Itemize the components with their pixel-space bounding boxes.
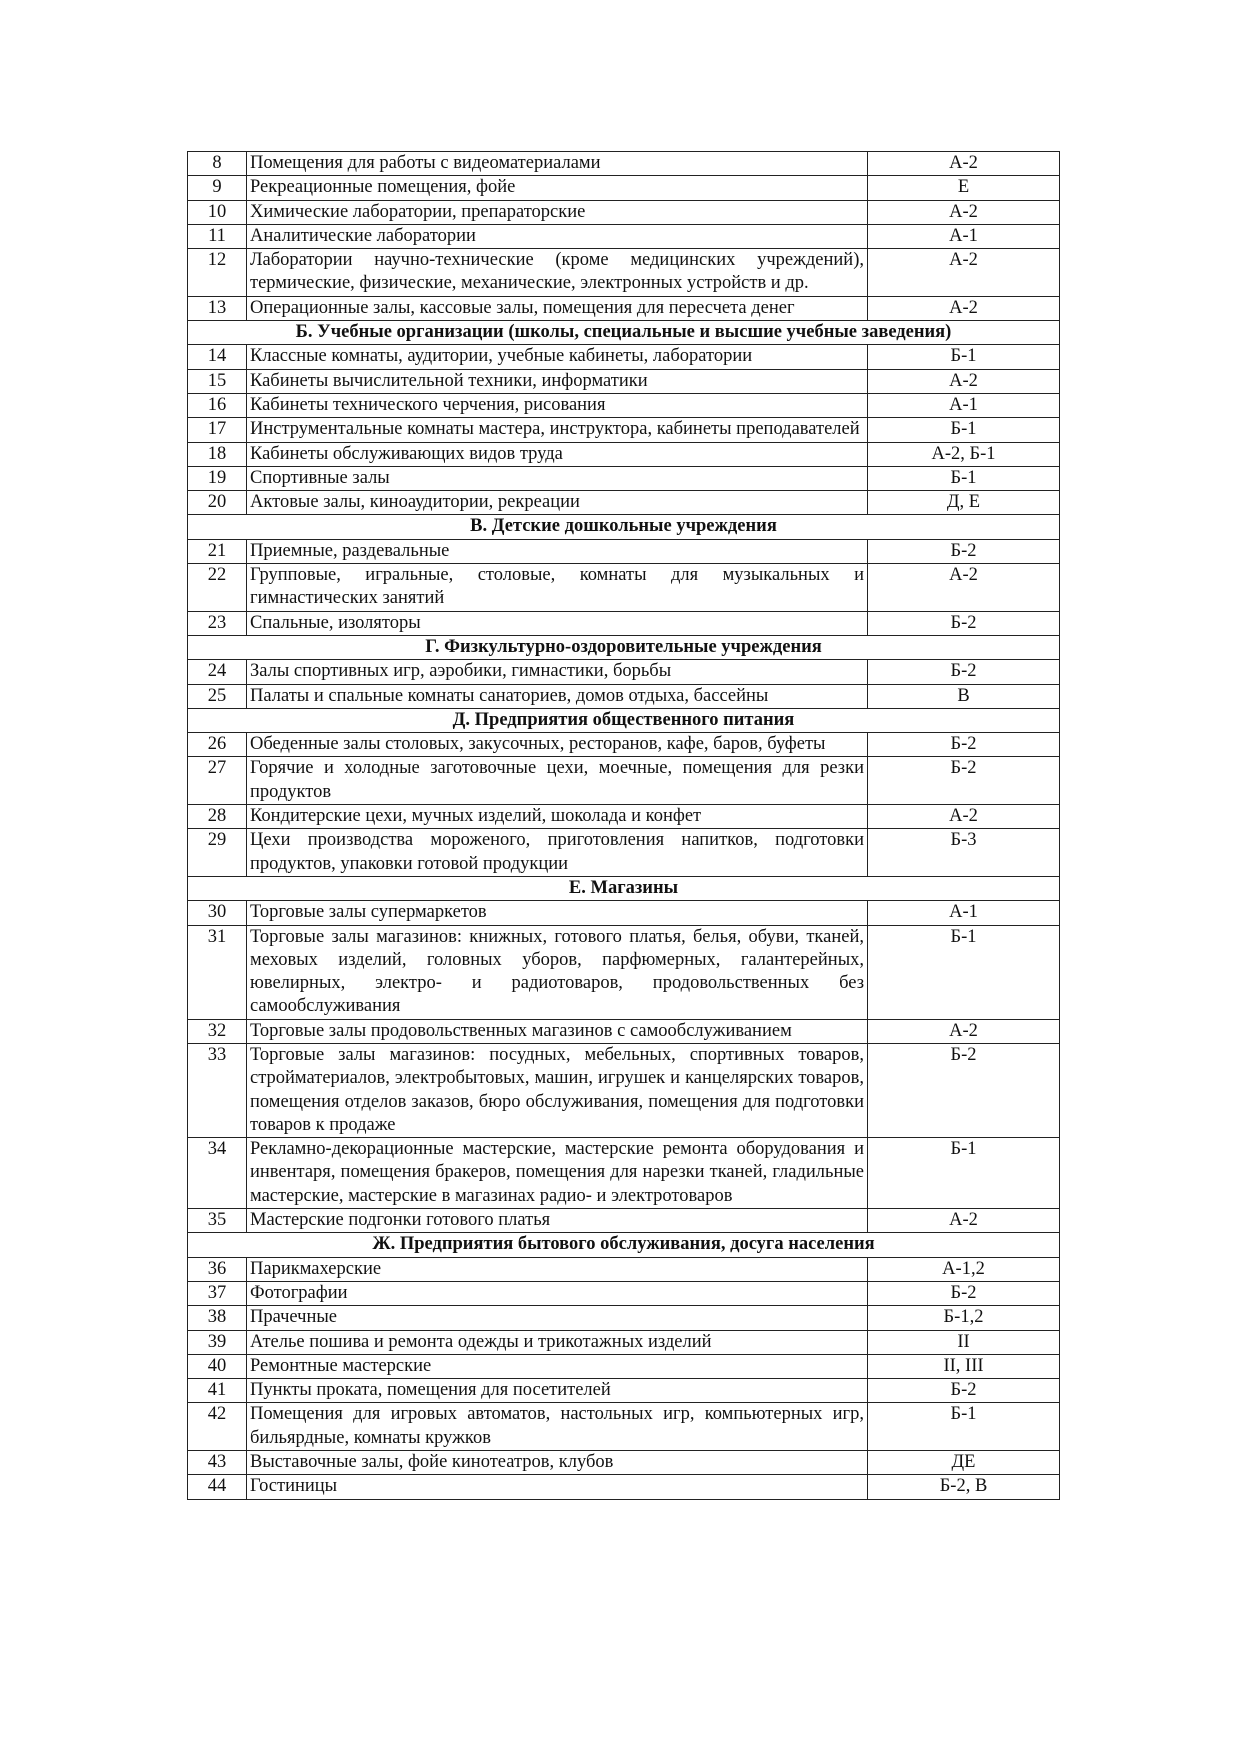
section-title: Ж. Предприятия бытового обслуживания, досуга населения — [188, 1233, 1060, 1257]
category-code: А-2 — [868, 200, 1060, 224]
row-number: 40 — [188, 1354, 247, 1378]
row-number: 22 — [188, 564, 247, 612]
table-row — [188, 757, 1060, 805]
premises-description: Лаборатории научно-технические (кроме медицинских учреждений), термические, физические, механические, электронных устройств и др. — [247, 249, 868, 297]
premises-description: Цехи производства мороженого, приготовления напитков, подготовки продуктов, упаковки готовой продукции — [247, 829, 868, 877]
premises-description: Торговые залы магазинов: посудных, мебельных, спортивных товаров, стройматериалов, электробытовых, машин, игрушек и канцелярских товаров, помещения отделов заказов, бюро обслуживания, помещения для подготовки товаров к продаже — [247, 1043, 868, 1137]
table-row — [188, 418, 1060, 442]
premises-description: Групповые, игральные, столовые, комнаты для музыкальных и гимнастических занятий — [247, 564, 868, 612]
category-code: Б-2 — [868, 733, 1060, 757]
premises-description: Прачечные — [247, 1306, 868, 1330]
section-title: Е. Магазины — [188, 876, 1060, 900]
table-row — [188, 1475, 1060, 1499]
row-number: 33 — [188, 1043, 247, 1137]
premises-description: Залы спортивных игр, аэробики, гимнастики, борьбы — [247, 660, 868, 684]
category-code: А-2 — [868, 1209, 1060, 1233]
table-row — [188, 1043, 1060, 1137]
premises-description: Ателье пошива и ремонта одежды и трикотажных изделий — [247, 1330, 868, 1354]
table-row — [188, 1379, 1060, 1403]
row-number: 36 — [188, 1257, 247, 1281]
row-number: 32 — [188, 1019, 247, 1043]
premises-description: Обеденные залы столовых, закусочных, ресторанов, кафе, баров, буфеты — [247, 733, 868, 757]
premises-description: Рекламно-декорационные мастерские, мастерские ремонта оборудования и инвентаря, помещения бракеров, помещения для нарезки тканей, гладильные мастерские, мастерские в магазинах радио- и электротоваров — [247, 1138, 868, 1209]
section-title: Б. Учебные организации (школы, специальные и высшие учебные заведения) — [188, 321, 1060, 345]
premises-description: Гостиницы — [247, 1475, 868, 1499]
table-row — [188, 660, 1060, 684]
category-code: Б-1 — [868, 345, 1060, 369]
category-code: Б-2 — [868, 539, 1060, 563]
category-code: Б-1 — [868, 418, 1060, 442]
row-number: 24 — [188, 660, 247, 684]
premises-description: Парикмахерские — [247, 1257, 868, 1281]
premises-description: Выставочные залы, фойе кинотеатров, клубов — [247, 1451, 868, 1475]
premises-description: Инструментальные комнаты мастера, инструктора, кабинеты преподавателей — [247, 418, 868, 442]
row-number: 17 — [188, 418, 247, 442]
section-header-row — [188, 708, 1060, 732]
premises-description: Спальные, изоляторы — [247, 611, 868, 635]
row-number: 30 — [188, 901, 247, 925]
category-code: А-1 — [868, 224, 1060, 248]
category-code: Е — [868, 176, 1060, 200]
table-row — [188, 1281, 1060, 1305]
row-number: 16 — [188, 393, 247, 417]
premises-description: Кондитерские цехи, мучных изделий, шоколада и конфет — [247, 805, 868, 829]
row-number: 10 — [188, 200, 247, 224]
premises-description: Палаты и спальные комнаты санаториев, домов отдыха, бассейны — [247, 684, 868, 708]
section-header-row — [188, 1233, 1060, 1257]
table-row — [188, 1257, 1060, 1281]
table-row — [188, 901, 1060, 925]
table-row — [188, 296, 1060, 320]
row-number: 26 — [188, 733, 247, 757]
row-number: 44 — [188, 1475, 247, 1499]
section-title: Г. Физкультурно-оздоровительные учреждения — [188, 635, 1060, 659]
premises-description: Горячие и холодные заготовочные цехи, моечные, помещения для резки продуктов — [247, 757, 868, 805]
section-title: Д. Предприятия общественного питания — [188, 708, 1060, 732]
section-title: В. Детские дошкольные учреждения — [188, 515, 1060, 539]
table-row — [188, 466, 1060, 490]
row-number: 31 — [188, 925, 247, 1019]
section-header-row — [188, 515, 1060, 539]
category-code: В — [868, 684, 1060, 708]
category-code: Б-2, В — [868, 1475, 1060, 1499]
premises-description: Помещения для работы с видеоматериалами — [247, 152, 868, 176]
category-code: II, III — [868, 1354, 1060, 1378]
category-code: Б-2 — [868, 1379, 1060, 1403]
category-code: А-2 — [868, 805, 1060, 829]
row-number: 34 — [188, 1138, 247, 1209]
table-row — [188, 1354, 1060, 1378]
premises-description: Фотографии — [247, 1281, 868, 1305]
table-row — [188, 393, 1060, 417]
category-code: Б-1 — [868, 925, 1060, 1019]
category-code: Б-2 — [868, 757, 1060, 805]
row-number: 13 — [188, 296, 247, 320]
category-code: А-2 — [868, 249, 1060, 297]
category-code: Б-1 — [868, 1138, 1060, 1209]
row-number: 29 — [188, 829, 247, 877]
section-header-row — [188, 635, 1060, 659]
premises-description: Аналитические лаборатории — [247, 224, 868, 248]
section-header-row — [188, 876, 1060, 900]
category-code: А-2 — [868, 1019, 1060, 1043]
table-row — [188, 611, 1060, 635]
category-code: А-1,2 — [868, 1257, 1060, 1281]
table-row — [188, 539, 1060, 563]
table-row — [188, 249, 1060, 297]
table-row — [188, 805, 1060, 829]
category-code: ДЕ — [868, 1451, 1060, 1475]
row-number: 12 — [188, 249, 247, 297]
row-number: 9 — [188, 176, 247, 200]
table-row — [188, 1209, 1060, 1233]
row-number: 21 — [188, 539, 247, 563]
category-code: А-2 — [868, 564, 1060, 612]
table-row — [188, 1451, 1060, 1475]
table-row — [188, 442, 1060, 466]
premises-description: Помещения для игровых автоматов, настольных игр, компьютерных игр, бильярдные, комнаты кружков — [247, 1403, 868, 1451]
row-number: 18 — [188, 442, 247, 466]
category-code: Д, Е — [868, 491, 1060, 515]
premises-description: Классные комнаты, аудитории, учебные кабинеты, лаборатории — [247, 345, 868, 369]
premises-description: Рекреационные помещения, фойе — [247, 176, 868, 200]
category-code: А-2, Б-1 — [868, 442, 1060, 466]
premises-description: Кабинеты обслуживающих видов труда — [247, 442, 868, 466]
premises-description: Ремонтные мастерские — [247, 1354, 868, 1378]
row-number: 41 — [188, 1379, 247, 1403]
table-row — [188, 176, 1060, 200]
row-number: 42 — [188, 1403, 247, 1451]
category-code: А-2 — [868, 296, 1060, 320]
category-code: II — [868, 1330, 1060, 1354]
table-row — [188, 1138, 1060, 1209]
category-code: А-1 — [868, 393, 1060, 417]
premises-description: Актовые залы, киноаудитории, рекреации — [247, 491, 868, 515]
row-number: 14 — [188, 345, 247, 369]
row-number: 19 — [188, 466, 247, 490]
table-row — [188, 684, 1060, 708]
table-row — [188, 1330, 1060, 1354]
table-row — [188, 491, 1060, 515]
table-row — [188, 345, 1060, 369]
premises-description: Спортивные залы — [247, 466, 868, 490]
premises-description: Торговые залы супермаркетов — [247, 901, 868, 925]
row-number: 11 — [188, 224, 247, 248]
category-code: Б-2 — [868, 660, 1060, 684]
premises-description: Торговые залы продовольственных магазинов с самообслуживанием — [247, 1019, 868, 1043]
category-code: Б-1,2 — [868, 1306, 1060, 1330]
table-row — [188, 152, 1060, 176]
category-code: Б-2 — [868, 1043, 1060, 1137]
row-number: 39 — [188, 1330, 247, 1354]
row-number: 23 — [188, 611, 247, 635]
premises-description: Мастерские подгонки готового платья — [247, 1209, 868, 1233]
premises-description: Кабинеты вычислительной техники, информатики — [247, 369, 868, 393]
row-number: 20 — [188, 491, 247, 515]
category-code: Б-3 — [868, 829, 1060, 877]
premises-description: Операционные залы, кассовые залы, помещения для пересчета денег — [247, 296, 868, 320]
category-code: Б-2 — [868, 1281, 1060, 1305]
premises-description: Торговые залы магазинов: книжных, готового платья, белья, обуви, тканей, меховых изделий, головных уборов, парфюмерных, галантерейных, ювелирных, электро- и радиотоваров, продовольственных без самообслуживания — [247, 925, 868, 1019]
row-number: 35 — [188, 1209, 247, 1233]
table-row — [188, 369, 1060, 393]
premises-description: Пункты проката, помещения для посетителей — [247, 1379, 868, 1403]
table-row — [188, 200, 1060, 224]
table-row — [188, 829, 1060, 877]
category-code: А-2 — [868, 369, 1060, 393]
table-row — [188, 564, 1060, 612]
row-number: 8 — [188, 152, 247, 176]
category-code: Б-2 — [868, 611, 1060, 635]
row-number: 43 — [188, 1451, 247, 1475]
category-code: Б-1 — [868, 466, 1060, 490]
row-number: 27 — [188, 757, 247, 805]
table-row — [188, 224, 1060, 248]
section-header-row — [188, 321, 1060, 345]
category-code: Б-1 — [868, 1403, 1060, 1451]
category-code: А-2 — [868, 152, 1060, 176]
table-row — [188, 1306, 1060, 1330]
table-body — [188, 152, 1060, 1500]
table-row — [188, 1403, 1060, 1451]
table-row — [188, 733, 1060, 757]
row-number: 15 — [188, 369, 247, 393]
category-code: А-1 — [868, 901, 1060, 925]
premises-description: Приемные, раздевальные — [247, 539, 868, 563]
row-number: 28 — [188, 805, 247, 829]
premises-description: Химические лаборатории, препараторские — [247, 200, 868, 224]
row-number: 25 — [188, 684, 247, 708]
premises-description: Кабинеты технического черчения, рисования — [247, 393, 868, 417]
table-row — [188, 1019, 1060, 1043]
row-number: 38 — [188, 1306, 247, 1330]
table-row — [188, 925, 1060, 1019]
premises-table — [187, 151, 1060, 1500]
row-number: 37 — [188, 1281, 247, 1305]
